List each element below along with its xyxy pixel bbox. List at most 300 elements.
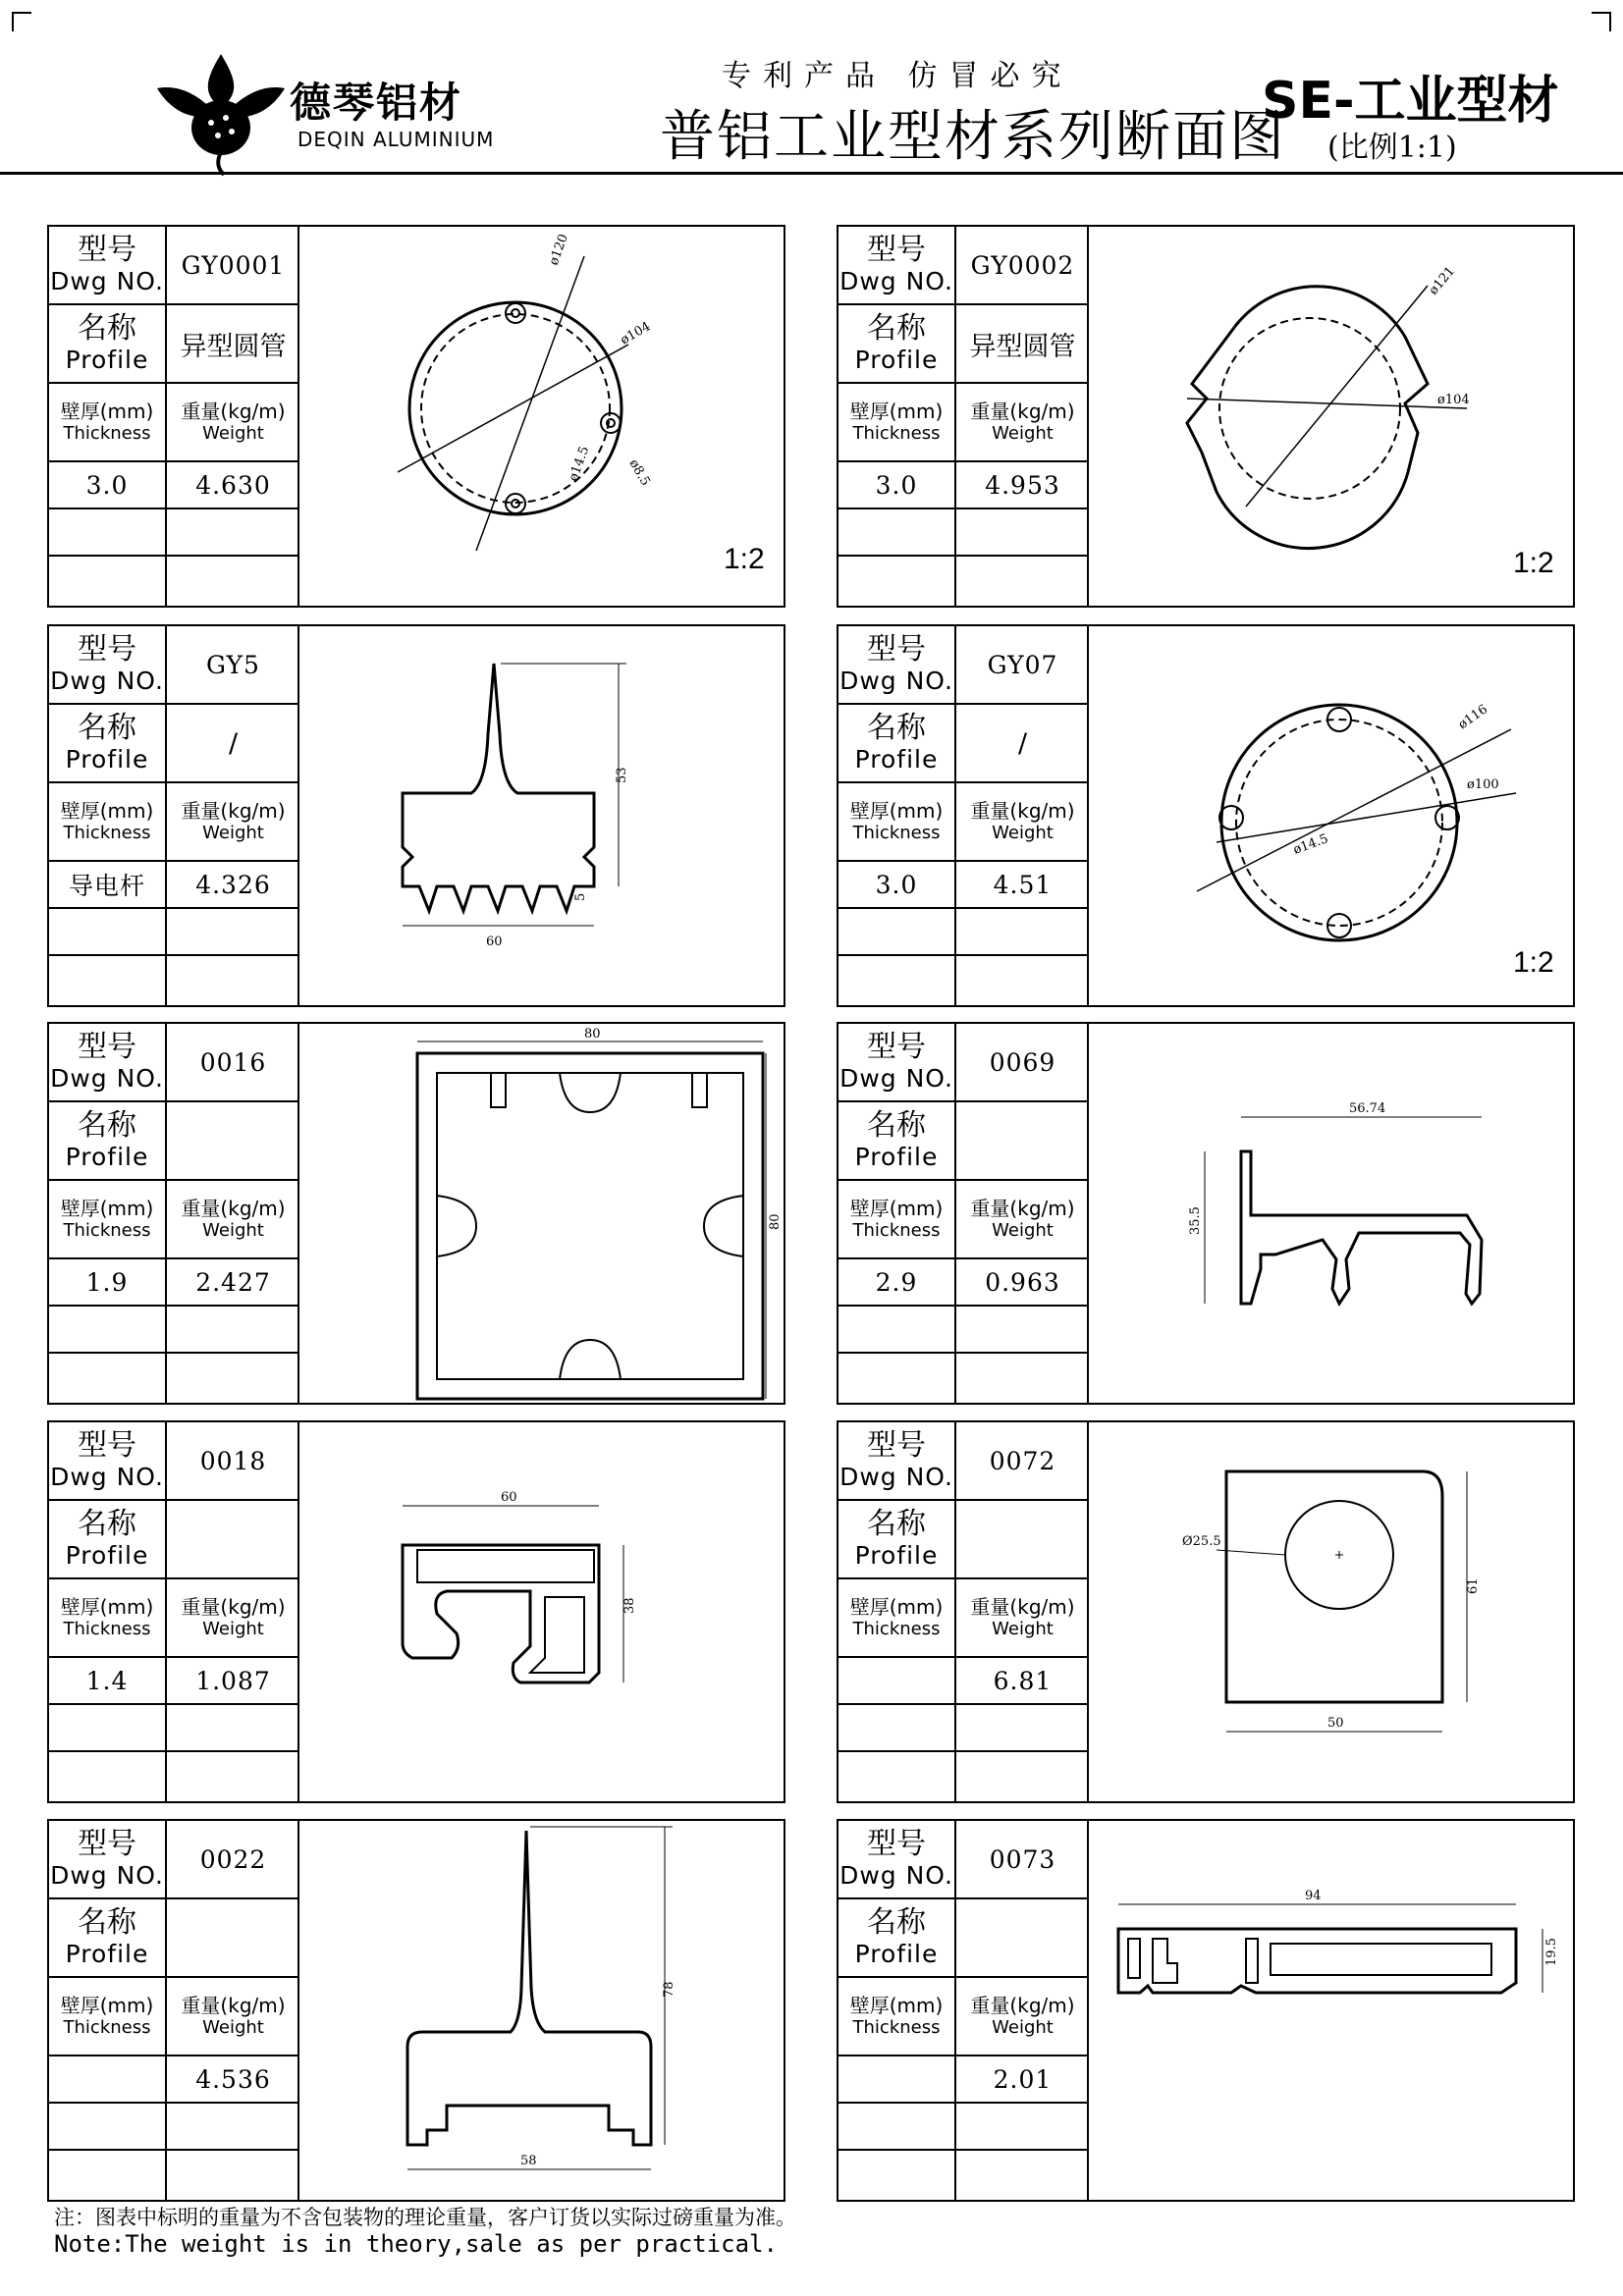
thickness-label-cn: 壁厚(mm)	[60, 799, 154, 823]
dimension-label: ø104	[1437, 393, 1470, 407]
spec-cell	[49, 1579, 167, 1658]
weight-label-en: Weight	[202, 423, 264, 444]
weight-label-cn: 重量(kg/m)	[181, 1197, 286, 1220]
dimension-label: ø116	[1455, 702, 1491, 733]
section-drawing	[299, 626, 784, 1005]
thickness-value: 2.9	[875, 1267, 918, 1297]
dwg-label-en: Dwg NO.	[839, 1861, 953, 1890]
dimension-label: ø14.5	[566, 444, 593, 484]
profile-label-en: Profile	[854, 346, 939, 374]
spec-cell	[839, 557, 956, 606]
spec-cell	[839, 1579, 956, 1658]
spec-cell	[167, 1752, 299, 1801]
spec-cell	[956, 2151, 1089, 2200]
spec-cell	[956, 1899, 1089, 1978]
brand-logo	[147, 49, 295, 177]
spec-table	[839, 1422, 1089, 1801]
spec-cell	[49, 1422, 167, 1501]
spec-cell	[167, 1705, 299, 1752]
spec-cell	[49, 909, 167, 956]
spec-cell	[49, 956, 167, 1005]
spec-cell	[956, 1705, 1089, 1752]
spec-cell	[956, 626, 1089, 705]
spec-cell	[839, 1024, 956, 1102]
thickness-label-cn: 壁厚(mm)	[849, 1994, 944, 2017]
thickness-label-cn: 壁厚(mm)	[849, 1595, 944, 1619]
note-cn: 注：图表中标明的重量为不含包装物的理论重量，客户订货以实际过磅重量为准。	[54, 2206, 796, 2229]
section-drawing	[299, 227, 784, 606]
spec-cell	[839, 1705, 956, 1752]
thickness-label-cn: 壁厚(mm)	[849, 1197, 944, 1220]
spec-table	[839, 1821, 1089, 2200]
thickness-label-en: Thickness	[63, 423, 151, 444]
dwg-number: 0018	[199, 1446, 267, 1475]
spec-table	[839, 1024, 1089, 1403]
spec-cell	[956, 2056, 1089, 2104]
spec-cell	[956, 909, 1089, 956]
spec-cell	[839, 1752, 956, 1801]
spec-cell	[956, 1422, 1089, 1501]
weight-label-en: Weight	[992, 1619, 1054, 1639]
spec-cell	[839, 2104, 956, 2151]
spec-cell	[167, 1579, 299, 1658]
profile-card	[837, 1022, 1575, 1405]
spec-cell	[956, 227, 1089, 305]
spec-cell	[49, 1501, 167, 1579]
note-en: Note:The weight is in theory,sale as per practical.	[54, 2230, 778, 2258]
profile-card	[837, 1819, 1575, 2202]
spec-cell	[167, 1102, 299, 1181]
dwg-number: 0069	[989, 1047, 1056, 1077]
weight-label-cn: 重量(kg/m)	[181, 799, 286, 823]
spec-cell	[839, 509, 956, 557]
profile-label-en: Profile	[65, 1143, 149, 1171]
page-title: 普铝工业型材系列断面图	[660, 105, 1286, 169]
spec-cell	[167, 1501, 299, 1579]
profile-name: /	[228, 727, 239, 759]
dimension-label: ø14.5	[1291, 831, 1330, 858]
profile-label-en: Profile	[854, 1143, 939, 1171]
dwg-label-cn: 型号	[867, 233, 926, 267]
dwg-number: 0073	[989, 1844, 1056, 1874]
profile-card	[47, 624, 785, 1007]
dwg-label-cn: 型号	[78, 1030, 136, 1064]
spec-cell	[839, 2151, 956, 2200]
spec-cell	[49, 557, 167, 606]
spec-cell	[839, 626, 956, 705]
dwg-label-en: Dwg NO.	[839, 1463, 953, 1491]
dimension-label: 80	[768, 1213, 783, 1230]
section-drawing	[1089, 227, 1573, 606]
spec-cell	[956, 557, 1089, 606]
spec-cell	[167, 783, 299, 862]
weight-label-cn: 重量(kg/m)	[970, 400, 1075, 423]
profile-name: 异型圆管	[180, 331, 287, 362]
profile-card	[47, 1819, 785, 2202]
profile-card	[837, 225, 1575, 608]
spec-cell	[839, 2056, 956, 2104]
thickness-value: 3.0	[875, 870, 918, 899]
spec-cell	[839, 705, 956, 783]
corner-mark-left	[12, 12, 31, 31]
profile-label-en: Profile	[854, 1541, 939, 1570]
drawing-scale: 1:2	[724, 543, 765, 575]
thickness-label-en: Thickness	[852, 1220, 941, 1241]
profile-label-cn: 名称	[78, 711, 136, 745]
thickness-value: 1.9	[85, 1267, 129, 1297]
header-divider	[0, 172, 1623, 175]
spec-cell	[49, 626, 167, 705]
spec-cell	[956, 384, 1089, 462]
dwg-label-cn: 型号	[78, 632, 136, 667]
dimension-label: 35.5	[1188, 1206, 1203, 1235]
dimension-label: 78	[662, 1981, 676, 1998]
spec-cell	[167, 1899, 299, 1978]
spec-table	[49, 1422, 299, 1801]
spec-cell	[167, 1307, 299, 1354]
thickness-value: 导电杆	[68, 872, 145, 900]
spec-cell	[956, 462, 1089, 509]
dwg-label-cn: 型号	[78, 1827, 136, 1861]
thickness-label-en: Thickness	[852, 823, 941, 843]
profile-label-cn: 名称	[867, 1108, 926, 1143]
profile-label-en: Profile	[65, 1541, 149, 1570]
spec-table	[839, 227, 1089, 606]
thickness-label-en: Thickness	[63, 1619, 151, 1639]
spec-cell	[167, 1978, 299, 2056]
dimension-label: ø120	[546, 232, 571, 268]
spec-cell	[49, 783, 167, 862]
spec-cell	[49, 1899, 167, 1978]
dimension-label: 61	[1466, 1577, 1481, 1594]
dwg-label-cn: 型号	[867, 1827, 926, 1861]
spec-cell	[839, 1658, 956, 1705]
spec-cell	[49, 1181, 167, 1259]
spec-cell	[167, 1024, 299, 1102]
weight-label-cn: 重量(kg/m)	[970, 1994, 1075, 2017]
profile-label-cn: 名称	[78, 1507, 136, 1541]
spec-cell	[839, 1422, 956, 1501]
spec-cell	[49, 462, 167, 509]
spec-cell	[839, 783, 956, 862]
profile-card	[47, 1420, 785, 1803]
spec-cell	[839, 1899, 956, 1978]
weight-value: 4.953	[985, 470, 1060, 500]
dwg-number: GY07	[987, 650, 1058, 679]
thickness-label-cn: 壁厚(mm)	[60, 1994, 154, 2017]
spec-table	[839, 626, 1089, 1005]
dwg-label-en: Dwg NO.	[50, 1064, 164, 1093]
series-title: SE-工业型材	[1262, 72, 1559, 131]
weight-label-cn: 重量(kg/m)	[181, 400, 286, 423]
weight-label-en: Weight	[992, 423, 1054, 444]
dwg-label-cn: 型号	[867, 1428, 926, 1463]
spec-cell	[839, 909, 956, 956]
thickness-label-cn: 壁厚(mm)	[60, 400, 154, 423]
spec-cell	[49, 1102, 167, 1181]
spec-cell	[956, 305, 1089, 384]
spec-cell	[49, 1658, 167, 1705]
spec-cell	[49, 2056, 167, 2104]
weight-label-en: Weight	[992, 823, 1054, 843]
section-drawing	[1089, 1422, 1573, 1801]
weight-value: 6.81	[993, 1666, 1053, 1695]
dimension-label: 19.5	[1544, 1938, 1559, 1966]
spec-cell	[167, 1181, 299, 1259]
dimension-label: 60	[501, 1490, 517, 1505]
spec-cell	[839, 956, 956, 1005]
spec-cell	[49, 305, 167, 384]
spec-cell	[956, 1579, 1089, 1658]
thickness-label-cn: 壁厚(mm)	[60, 1197, 154, 1220]
thickness-label-en: Thickness	[63, 1220, 151, 1241]
spec-cell	[167, 2104, 299, 2151]
spec-cell	[167, 1821, 299, 1899]
drawing-scale: 1:2	[1513, 946, 1554, 979]
section-drawing	[1089, 626, 1573, 1005]
spec-cell	[49, 2151, 167, 2200]
spec-cell	[956, 956, 1089, 1005]
weight-label-cn: 重量(kg/m)	[970, 1595, 1075, 1619]
thickness-value: 1.4	[85, 1666, 129, 1695]
spec-cell	[956, 1259, 1089, 1307]
spec-cell	[956, 1307, 1089, 1354]
profile-name: 异型圆管	[969, 331, 1076, 362]
spec-cell	[839, 1821, 956, 1899]
thickness-label-en: Thickness	[852, 423, 941, 444]
dwg-number: GY0002	[970, 250, 1075, 280]
weight-label-cn: 重量(kg/m)	[970, 1197, 1075, 1220]
weight-label-cn: 重量(kg/m)	[970, 799, 1075, 823]
weight-label-en: Weight	[202, 2017, 264, 2038]
section-drawing	[299, 1024, 784, 1403]
spec-cell	[956, 862, 1089, 909]
thickness-label-en: Thickness	[63, 823, 151, 843]
thickness-value: 3.0	[875, 470, 918, 500]
dimension-label: 53	[615, 767, 629, 783]
profile-label-cn: 名称	[78, 1905, 136, 1940]
dimension-label: ø121	[1426, 263, 1459, 298]
thickness-label-cn: 壁厚(mm)	[60, 1595, 154, 1619]
thickness-label-en: Thickness	[852, 2017, 941, 2038]
weight-value: 1.087	[195, 1666, 271, 1695]
dwg-label-en: Dwg NO.	[839, 267, 953, 295]
profile-label-cn: 名称	[867, 1507, 926, 1541]
spec-cell	[839, 1354, 956, 1403]
spec-cell	[956, 1978, 1089, 2056]
spec-cell	[49, 862, 167, 909]
dimension-label: 38	[622, 1597, 637, 1614]
thickness-value: 3.0	[85, 470, 129, 500]
spec-cell	[956, 1354, 1089, 1403]
section-drawing	[1089, 1024, 1573, 1403]
spec-cell	[49, 1024, 167, 1102]
spec-cell	[956, 705, 1089, 783]
dimension-label: 56.74	[1349, 1101, 1386, 1116]
spec-table	[49, 1024, 299, 1403]
dimension-label: Ø25.5	[1182, 1534, 1221, 1549]
spec-cell	[167, 509, 299, 557]
corner-mark-right	[1592, 12, 1611, 31]
brand-name-cn: 德琴铝材	[290, 79, 463, 127]
spec-cell	[839, 1978, 956, 2056]
weight-value: 4.630	[195, 470, 271, 500]
profile-label-cn: 名称	[867, 711, 926, 745]
dimension-label: 60	[486, 934, 503, 949]
profile-card	[47, 225, 785, 608]
spec-cell	[49, 2104, 167, 2151]
profile-label-cn: 名称	[867, 311, 926, 346]
patent-notice: 专利产品 仿冒必究	[722, 59, 1073, 93]
dwg-number: 0016	[199, 1047, 267, 1077]
dwg-label-cn: 型号	[867, 1030, 926, 1064]
dimension-label: ø100	[1467, 777, 1499, 792]
spec-cell	[167, 1354, 299, 1403]
spec-cell	[839, 227, 956, 305]
profile-name: /	[1017, 727, 1028, 759]
profile-label-cn: 名称	[78, 1108, 136, 1143]
dwg-label-cn: 型号	[78, 1428, 136, 1463]
spec-cell	[167, 909, 299, 956]
spec-cell	[839, 384, 956, 462]
dwg-label-cn: 型号	[867, 632, 926, 667]
spec-cell	[167, 1422, 299, 1501]
spec-cell	[167, 557, 299, 606]
dimension-label: ø8.5	[625, 456, 653, 489]
dimension-label: 94	[1305, 1889, 1322, 1903]
spec-cell	[839, 1181, 956, 1259]
spec-cell	[167, 705, 299, 783]
spec-cell	[956, 1821, 1089, 1899]
weight-value: 2.427	[195, 1267, 271, 1297]
dimension-label: 80	[584, 1027, 601, 1041]
spec-cell	[49, 1354, 167, 1403]
spec-cell	[167, 384, 299, 462]
spec-cell	[956, 2104, 1089, 2151]
spec-cell	[49, 1705, 167, 1752]
spec-cell	[956, 1024, 1089, 1102]
dwg-label-en: Dwg NO.	[839, 1064, 953, 1093]
spec-cell	[49, 705, 167, 783]
dwg-label-cn: 型号	[78, 233, 136, 267]
spec-cell	[49, 1752, 167, 1801]
spec-cell	[49, 227, 167, 305]
spec-cell	[167, 305, 299, 384]
weight-label-en: Weight	[202, 1220, 264, 1241]
weight-label-en: Weight	[202, 823, 264, 843]
spec-cell	[167, 1658, 299, 1705]
dimension-label: 5	[573, 892, 588, 901]
profile-label-cn: 名称	[867, 1905, 926, 1940]
spec-cell	[167, 2056, 299, 2104]
spec-cell	[956, 1658, 1089, 1705]
dwg-label-en: Dwg NO.	[839, 667, 953, 695]
profile-card	[837, 1420, 1575, 1803]
dimension-label: 58	[520, 2154, 537, 2168]
spec-cell	[167, 862, 299, 909]
profile-label-cn: 名称	[78, 311, 136, 346]
dwg-label-en: Dwg NO.	[50, 267, 164, 295]
spec-cell	[49, 384, 167, 462]
spec-cell	[167, 956, 299, 1005]
weight-label-cn: 重量(kg/m)	[181, 1994, 286, 2017]
spec-cell	[167, 2151, 299, 2200]
dwg-label-en: Dwg NO.	[50, 1861, 164, 1890]
profile-label-en: Profile	[65, 1940, 149, 1968]
brand-name-en: DEQIN ALUMINIUM	[298, 128, 495, 151]
weight-value: 2.01	[993, 2064, 1053, 2094]
spec-cell	[956, 1181, 1089, 1259]
spec-table	[49, 1821, 299, 2200]
spec-cell	[956, 509, 1089, 557]
spec-cell	[956, 783, 1089, 862]
spec-cell	[839, 1501, 956, 1579]
section-drawing	[299, 1821, 784, 2200]
spec-table	[49, 227, 299, 606]
spec-cell	[839, 462, 956, 509]
spec-cell	[956, 1752, 1089, 1801]
spec-cell	[956, 1102, 1089, 1181]
thickness-label-cn: 壁厚(mm)	[849, 400, 944, 423]
profile-label-en: Profile	[854, 745, 939, 774]
spec-cell	[49, 1821, 167, 1899]
profile-card	[837, 624, 1575, 1007]
scale-note: (比例1:1)	[1327, 131, 1457, 165]
dwg-number: 0022	[199, 1844, 267, 1874]
spec-cell	[49, 1978, 167, 2056]
dwg-label-en: Dwg NO.	[50, 1463, 164, 1491]
weight-label-en: Weight	[992, 2017, 1054, 2038]
dimension-label: 50	[1327, 1716, 1344, 1731]
weight-value: 4.51	[993, 870, 1053, 899]
dwg-number: GY5	[206, 650, 260, 679]
thickness-label-en: Thickness	[63, 2017, 151, 2038]
spec-cell	[49, 1307, 167, 1354]
dwg-number: 0072	[989, 1446, 1056, 1475]
section-drawing	[1089, 1821, 1573, 2200]
weight-label-cn: 重量(kg/m)	[181, 1595, 286, 1619]
weight-value: 4.326	[195, 870, 271, 899]
weight-value: 0.963	[985, 1267, 1060, 1297]
profile-label-en: Profile	[65, 745, 149, 774]
weight-label-en: Weight	[202, 1619, 264, 1639]
dwg-label-en: Dwg NO.	[50, 667, 164, 695]
weight-value: 4.536	[195, 2064, 271, 2094]
spec-table	[49, 626, 299, 1005]
profile-label-en: Profile	[65, 346, 149, 374]
spec-cell	[839, 1102, 956, 1181]
section-drawing	[299, 1422, 784, 1801]
drawing-scale: 1:2	[1513, 547, 1554, 579]
profile-card	[47, 1022, 785, 1405]
spec-cell	[167, 462, 299, 509]
spec-cell	[839, 1259, 956, 1307]
weight-label-en: Weight	[992, 1220, 1054, 1241]
profile-label-en: Profile	[854, 1940, 939, 1968]
spec-cell	[167, 1259, 299, 1307]
spec-cell	[49, 1259, 167, 1307]
thickness-label-en: Thickness	[852, 1619, 941, 1639]
spec-cell	[956, 1501, 1089, 1579]
dwg-number: GY0001	[181, 250, 286, 280]
spec-cell	[167, 227, 299, 305]
spec-cell	[839, 1307, 956, 1354]
spec-cell	[839, 305, 956, 384]
spec-cell	[839, 862, 956, 909]
spec-cell	[49, 509, 167, 557]
dimension-label: ø104	[618, 319, 654, 348]
spec-cell	[167, 626, 299, 705]
